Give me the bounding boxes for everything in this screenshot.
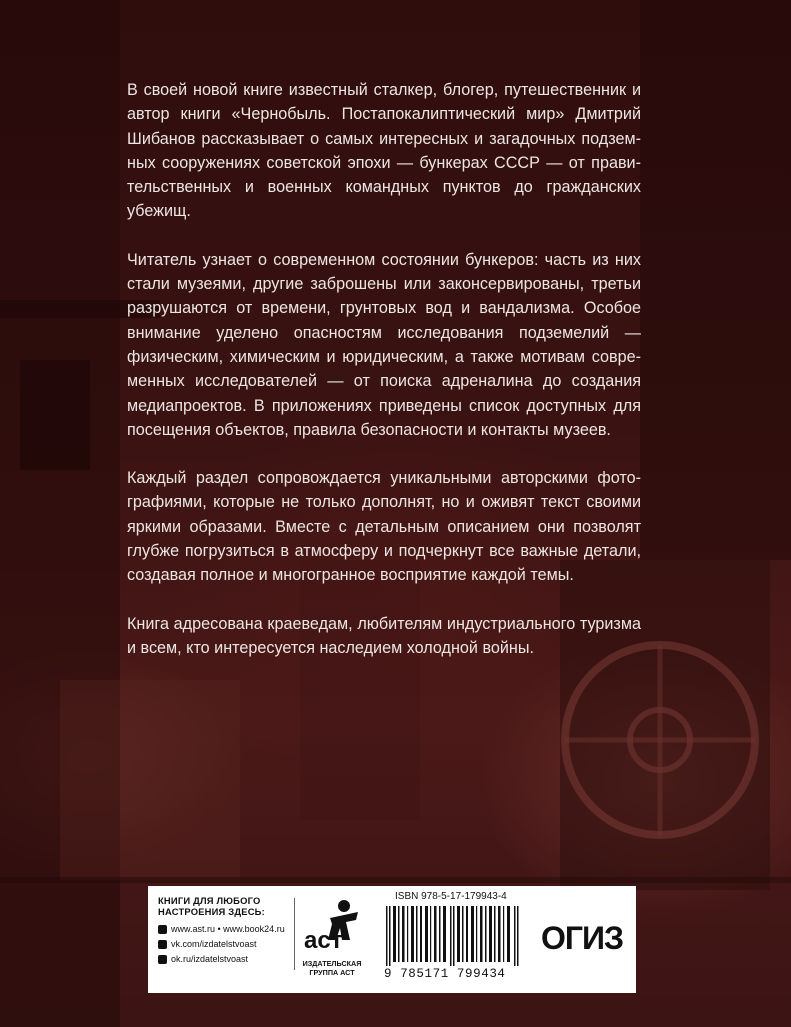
ogiz-logo-text: ОГИЗ — [541, 920, 624, 955]
link-ok-text: ok.ru/izdatelstvoast — [171, 954, 249, 964]
blurb-paragraph-4: Книга адресована краеведам, любителям индустриального туризма и всем, кто интересуется наследием холодной войны. — [127, 614, 641, 657]
barcode-digits: 9 785171 799434 — [384, 967, 506, 981]
ast-logo-text: аст — [304, 927, 343, 954]
blurb-paragraph-2: Читатель узнает о современном состоянии бункеров: часть из них стали музеями, другие заброшены или законсервированы, третьи разрушаются от времени, грунтовых вод и вандализма. Особое внимание уделено опасностям исследования подземелий — физическим, химическим и юридическим, а также мотивам современных исследователей — от поиска адреналина до создания медиапроектов. В приложениях приведены список доступных для посещения объектов, правила безопасности и контакты музеев. — [127, 250, 641, 439]
publisher-links — [158, 922, 285, 967]
link-vk[interactable] — [158, 937, 285, 952]
link-website-text: www.ast.ru • www.book24.ru — [171, 924, 285, 934]
tagline: КНИГИ ДЛЯ ЛЮБОГО НАСТРОЕНИЯ ЗДЕСЬ: — [158, 895, 265, 917]
barcode-icon — [384, 906, 524, 966]
publisher-name: ИЗДАТЕЛЬСКАЯ ГРУППА АСТ — [302, 959, 362, 977]
ast-logo-icon — [300, 896, 362, 958]
link-ok[interactable] — [158, 952, 285, 967]
blurb-paragraph-1: В своей новой книге известный сталкер, блогер, путешественник и автор книги «Чернобыль. Постапокалиптический мир» Дмитрий Шибанов рассказывает о самых интересных и загадочных подземных сооружениях советской эпохи — бункерах СССР — от правительственных и военных командных пунктов до гражданских убежищ. — [127, 81, 641, 221]
blurb-paragraph-3: Каждый раздел сопровождается уникальными авторскими фотографиями, которые не только дополнят, но и оживят текст своими яркими образами. Вместе с детальным описанием они позволят глубже погрузиться в атмосферу и подчеркнут все важные детали, создавая полное и многогранное восприятие каждой темы. — [127, 469, 641, 585]
link-website[interactable] — [158, 922, 285, 937]
publisher-info-box — [148, 886, 636, 993]
ogiz-logo-icon — [541, 919, 627, 955]
globe-icon — [158, 925, 167, 934]
ok-icon — [158, 955, 167, 964]
vk-icon — [158, 940, 167, 949]
link-vk-text: vk.com/izdatelstvoast — [171, 939, 257, 949]
isbn-label: ISBN 978-5-17-179943-4 — [395, 891, 507, 902]
blurb-text — [127, 78, 641, 684]
